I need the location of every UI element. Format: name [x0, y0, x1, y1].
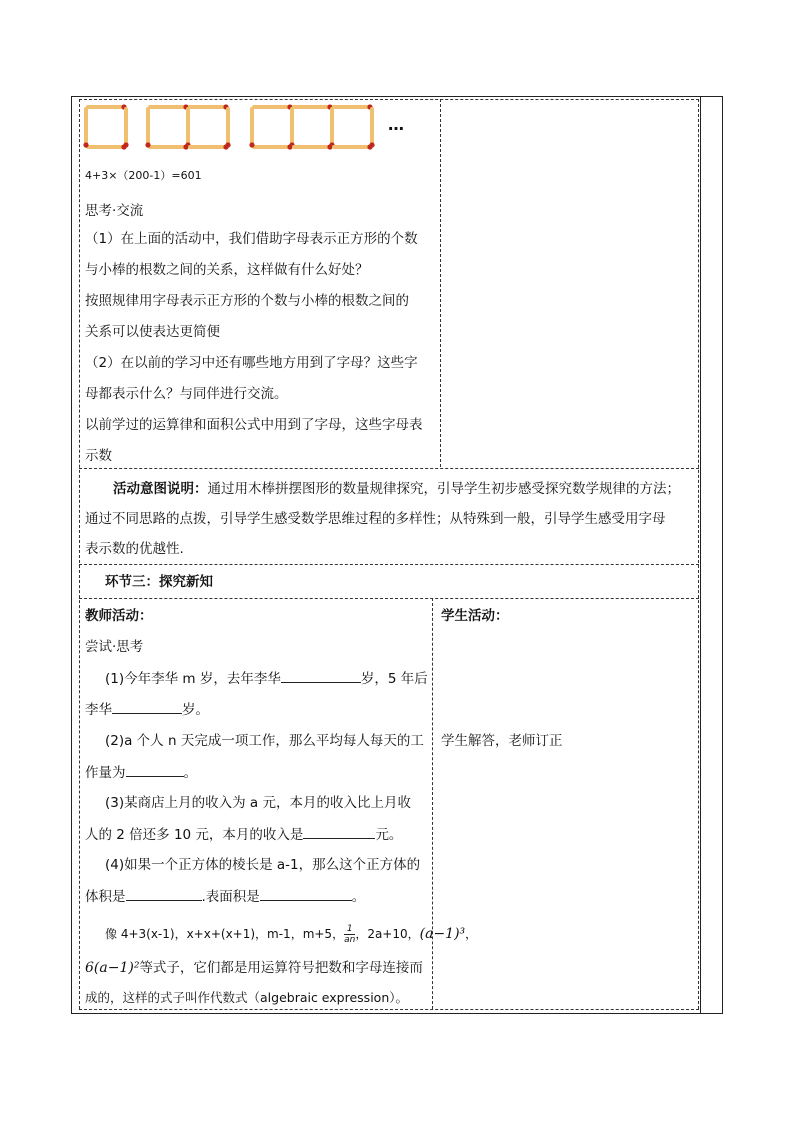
- example-math-a: 6(a−1)²: [85, 960, 140, 976]
- section-3-title: 环节三：探究新知: [105, 574, 213, 590]
- intent-label: 活动意图说明：: [113, 481, 208, 497]
- problem-1-text-c: 李华: [85, 702, 112, 718]
- answer-1-line-2: 关系可以使表达更简便: [85, 324, 220, 340]
- col-divider: [440, 99, 441, 467]
- row-divider: [79, 1009, 699, 1010]
- try-think-title: 尝试·思考: [85, 639, 144, 655]
- answer-2-line-1: 以前学过的运算律和面积公式中用到了字母，这些字母表: [85, 417, 423, 433]
- formula-line: 4+3×（200-1）=601: [85, 169, 202, 182]
- student-answer-note: 学生解答，老师订正: [441, 733, 563, 749]
- row-divider: [79, 564, 699, 565]
- problem-1-line-2: [85, 699, 209, 720]
- ellipsis: …: [388, 115, 404, 134]
- problem-3-text-b: 人的 2 倍还多 10 元，本月的收入是: [85, 827, 304, 843]
- intent-text-1: 通过用木棒拼摆图形的数量规律探究，引导学生初步感受探究数学规律的方法；: [207, 481, 680, 497]
- problem-1-text-b: 岁，5 年后: [360, 671, 428, 687]
- matchstick-squares-figure: [82, 103, 382, 153]
- row-divider: [79, 468, 699, 469]
- answer-1-line-1: 按照规律用字母表示正方形的个数与小棒的根数之间的: [85, 293, 409, 309]
- problem-3-line-2: [85, 824, 402, 845]
- example-line-3: 成的，这样的式子叫作代数式（algebraic expression）。: [85, 990, 408, 1005]
- fraction-1-over-an: [344, 924, 355, 945]
- answer-blank: [260, 886, 352, 901]
- problem-3-text-c: 元。: [375, 827, 403, 843]
- problem-2-line-2: [85, 762, 197, 783]
- problem-1-text-d: 岁。: [182, 702, 209, 718]
- table-right-inner-border: [700, 96, 701, 1014]
- problem-4-line-1: (4)如果一个正方体的棱长是 a-1，那么这个正方体的: [105, 857, 421, 873]
- intent-line-1: [113, 479, 680, 499]
- teacher-activity-header: 教师活动：: [85, 608, 153, 624]
- fraction-denominator: an: [344, 935, 356, 945]
- question-1-line-2: 与小棒的根数之间的关系，这样做有什么好处？: [85, 262, 369, 278]
- matchstick-head: [83, 142, 88, 147]
- example-text-a: 像 4+3(x-1)，x+x+(x+1)，m-1，m+5，: [105, 927, 345, 941]
- question-2-line-1: （2）在以前的学习中还有哪些地方用到了字母？这些字: [85, 355, 418, 371]
- example-math-c: (a−1)³: [419, 926, 466, 942]
- answer-blank: [126, 886, 202, 901]
- fraction-numerator: 1: [344, 924, 355, 935]
- example-text-b2: 等式子，它们都是用运算符号把数和字母连接而: [139, 960, 423, 976]
- student-activity-header: 学生活动：: [441, 608, 509, 624]
- problem-2-text-c: 。: [183, 765, 197, 781]
- row-divider: [79, 598, 699, 599]
- matchstick-head: [145, 142, 150, 147]
- example-text-d: ，: [465, 927, 478, 941]
- matchstick-head: [369, 142, 374, 147]
- col-divider: [79, 99, 80, 1009]
- col-divider: [698, 99, 699, 1009]
- matchstick-head: [249, 142, 254, 147]
- matchstick-head: [225, 142, 230, 147]
- answer-blank: [126, 762, 184, 777]
- problem-2-line-1: (2)a 个人 n 天完成一项工作，那么平均每人每天的工: [105, 733, 424, 749]
- example-line-1: [105, 924, 477, 945]
- question-1-line-1: （1）在上面的活动中，我们借助字母表示正方形的个数: [85, 231, 418, 247]
- problem-4-line-2: [85, 886, 365, 907]
- answer-blank: [303, 824, 375, 839]
- problem-1-line-1: [105, 668, 428, 689]
- problem-2-text-b: 作量为: [85, 765, 126, 781]
- answer-2-line-2: 示数: [85, 448, 112, 464]
- matchstick-head: [123, 142, 128, 147]
- problem-1-text-a: (1)今年李华 m 岁，去年李华: [105, 671, 281, 687]
- answer-blank: [281, 668, 361, 683]
- intent-line-2: 通过不同思路的点拨，引导学生感受数学思维过程的多样性；从特殊到一般，引导学生感受用字母: [85, 511, 666, 527]
- problem-4-text-c: .表面积是: [201, 889, 260, 905]
- problem-3-line-1: (3)某商店上月的收入为 a 元，本月的收入比上月收: [105, 795, 411, 811]
- problem-4-text-d: 。: [351, 889, 366, 905]
- answer-blank: [112, 699, 182, 714]
- question-2-line-2: 母都表示什么？与同伴进行交流。: [85, 386, 288, 402]
- col-divider: [432, 598, 433, 1009]
- problem-4-text-b: 体积是: [85, 889, 126, 905]
- example-line-2: [85, 958, 423, 978]
- intent-line-3: 表示数的优越性.: [85, 541, 184, 557]
- row-divider: [79, 99, 699, 100]
- think-title: 思考·交流: [85, 203, 144, 219]
- example-text-b: ，2a+10，: [355, 927, 420, 941]
